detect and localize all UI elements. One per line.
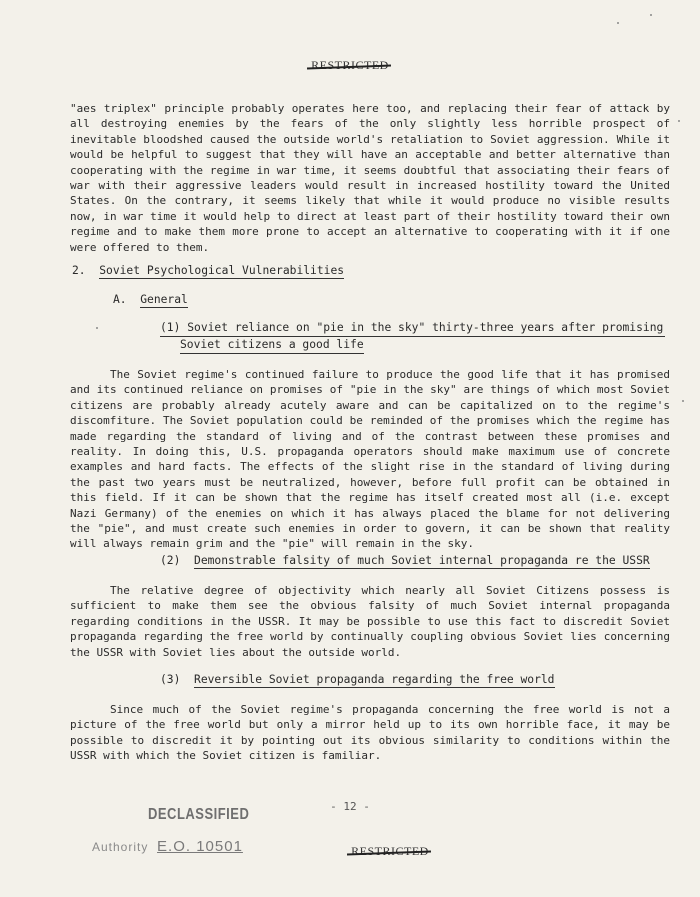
item-number: (3) bbox=[160, 673, 181, 686]
item-title: Demonstrable falsity of much Soviet internal propaganda re the USSR bbox=[194, 554, 650, 567]
item-2-heading bbox=[160, 553, 650, 568]
page-number: - 12 - bbox=[330, 800, 370, 813]
classification-marking-top: RESTRICTED bbox=[311, 58, 389, 72]
paragraph-internal-propaganda: The relative degree of objectivity which nearly all Soviet Citizens possess is sufficient to make them see the obvious falsity of much Soviet internal propaganda regarding conditions in the USSR. It may be possible to use this fact to discredit Soviet propaganda regarding the free world by continually coupling obvious Soviet lies concerning the USSR with Soviet lies about the outside world. bbox=[70, 584, 670, 659]
declassified-stamp: DECLASSIFIED bbox=[148, 804, 250, 823]
item-number: (2) bbox=[160, 554, 181, 567]
section-2-heading bbox=[72, 263, 344, 278]
item-number: (1) bbox=[160, 321, 181, 334]
authority-label: Authority bbox=[92, 840, 149, 854]
item-title-line-2: Soviet citizens a good life bbox=[180, 337, 364, 354]
item-title-line-1: Soviet reliance on "pie in the sky" thirty-three years after promising bbox=[187, 321, 664, 334]
paragraph-pie-in-the-sky: The Soviet regime's continued failure to produce the good life that it has promised and its continued reliance on promises of "pie in the sky" are things of which most Soviet citizens are probably already acutely aware and can be capitalized on to the regime's discomfiture. The Soviet population could be reminded of the promises which the regime has made regarding the standard of living and of the contrast between these promises and reality. In doing this, U.S. propaganda operators should make maximum use of concrete examples and hard facts. The effects of the slight rise in the standard of living during the past two years must be neutralized, however, before full profit can be obtained in this field. If it can be shown that the regime has itself created most all (i.e. except Nazi Germany) of the enemies on which it has always placed the blame for not delivering the "pie", and must create such enemies in order to govern, it can be shown that reality will always remain grim and the "pie" will remain in the sky. bbox=[70, 368, 670, 551]
subsection-title: General bbox=[140, 293, 188, 306]
scan-speck bbox=[678, 120, 680, 122]
scan-speck bbox=[96, 327, 98, 329]
subsection-letter: A. bbox=[113, 293, 127, 306]
executive-order-number: E.O. 10501 bbox=[157, 838, 243, 855]
classification-marking-bottom: RESTRICTED bbox=[351, 844, 429, 858]
paragraph-intro: "aes triplex" principle probably operates here too, and replacing their fear of attack by all destroying enemies by the fears of the only slightly less horrible prospect of inevitable bloodshed caused the outside world's retaliation to Soviet aggression. While it would be helpful to suggest that they will have an acceptable and better alternative than cooperating with the regime in war time, it seems doubtful that associating their fears of war with their aggressive leaders would result in increased hostility toward the United States. On the contrary, it seems likely that while it would produce no visible results now, in war time it would help to direct at least part of their hostility toward their own regime and to make them more prone to accept an alternative to cooperating with it if one were offered to them. bbox=[70, 102, 670, 254]
paragraph-reversible-propaganda: Since much of the Soviet regime's propaganda concerning the free world is not a picture of the free world but only a mirror held up to its own horrible face, it may be possible to discredit it by pointing out its obvious similarity to conditions within the USSR with which the Soviet citizen is familiar. bbox=[70, 703, 670, 763]
item-title: Reversible Soviet propaganda regarding the free world bbox=[194, 673, 555, 686]
section-title: Soviet Psychological Vulnerabilities bbox=[99, 264, 345, 277]
item-1-heading bbox=[160, 320, 665, 354]
subsection-a-heading bbox=[113, 292, 188, 307]
section-number: 2. bbox=[72, 264, 86, 277]
scan-speck bbox=[650, 14, 652, 16]
item-3-heading bbox=[160, 672, 555, 687]
scan-speck bbox=[682, 400, 684, 402]
scan-speck bbox=[617, 22, 619, 24]
